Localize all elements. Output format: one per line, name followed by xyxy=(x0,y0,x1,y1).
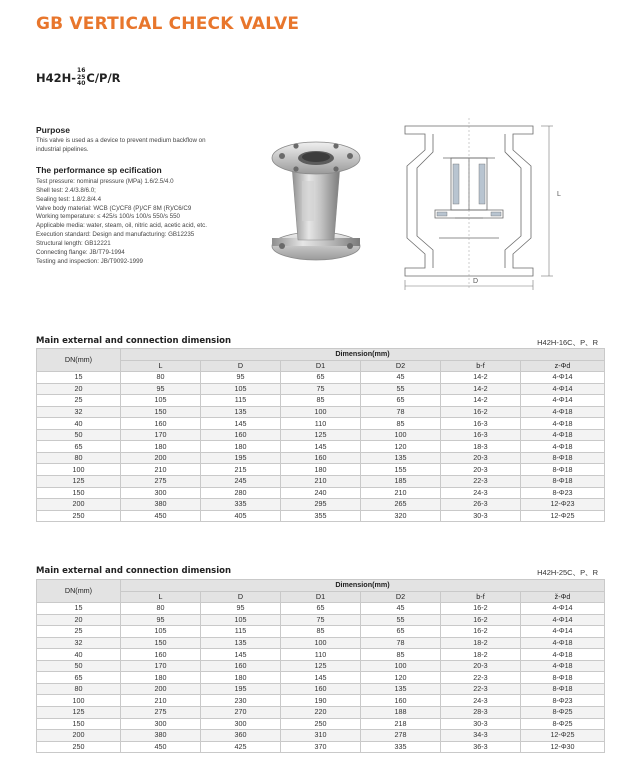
table-cell: 20-3 xyxy=(441,660,521,672)
table-cell: 120 xyxy=(361,672,441,684)
table-cell: 85 xyxy=(361,649,441,661)
table-cell: 30-3 xyxy=(441,510,521,522)
table1-model: H42H-16C、P、R xyxy=(537,338,598,347)
dimension-l-label: L xyxy=(557,191,561,198)
valve-section-drawing xyxy=(393,118,573,293)
table1-col-d1: D1 xyxy=(281,360,361,372)
table-row xyxy=(37,441,605,453)
table-cell: 12-Φ25 xyxy=(521,510,605,522)
table2-col-bf: b-f xyxy=(441,591,521,603)
performance-item: Sealing test: 1.8/2.8/4.4 xyxy=(36,195,102,203)
table-cell: 170 xyxy=(121,660,201,672)
table-cell: 355 xyxy=(281,510,361,522)
table-cell: 65 xyxy=(37,672,121,684)
table-cell: 300 xyxy=(121,718,201,730)
table-cell: 65 xyxy=(37,441,121,453)
table-cell: 8-Φ23 xyxy=(521,695,605,707)
table-row xyxy=(37,672,605,684)
table-cell: 12-Φ30 xyxy=(521,741,605,753)
table-cell: 180 xyxy=(281,464,361,476)
table1-col-bf: b-f xyxy=(441,360,521,372)
table-cell: 450 xyxy=(121,510,201,522)
table-cell: 15 xyxy=(37,603,121,615)
table-cell: 4-Φ14 xyxy=(521,603,605,615)
table1-title: Main external and connection dimension xyxy=(36,336,232,346)
table2-title: Main external and connection dimension xyxy=(36,566,232,576)
table-cell: 20-3 xyxy=(441,464,521,476)
table-cell: 250 xyxy=(281,718,361,730)
table-cell: 16-2 xyxy=(441,614,521,626)
table-cell: 155 xyxy=(361,464,441,476)
table-cell: 4-Φ14 xyxy=(521,626,605,638)
table-cell: 300 xyxy=(121,487,201,499)
table-cell: 18-2 xyxy=(441,637,521,649)
performance-item: Shell test: 2.4/3.8/6.0; xyxy=(36,186,96,194)
table-cell: 75 xyxy=(281,383,361,395)
table-cell: 120 xyxy=(361,441,441,453)
table-cell: 8-Φ25 xyxy=(521,707,605,719)
table-cell: 80 xyxy=(37,452,121,464)
model-designation xyxy=(36,64,121,92)
table-cell: 145 xyxy=(281,672,361,684)
table-cell: 210 xyxy=(121,695,201,707)
table-cell: 125 xyxy=(281,660,361,672)
table-cell: 125 xyxy=(37,707,121,719)
table2-col-d1: D1 xyxy=(281,591,361,603)
table-row xyxy=(37,603,605,615)
table-cell: 105 xyxy=(121,395,201,407)
performance-item: Valve body material: WCB (C)/CF8 (P)/CF 8M (R)/C6/C9 xyxy=(36,204,192,212)
table-cell: 20 xyxy=(37,383,121,395)
table-cell: 78 xyxy=(361,637,441,649)
table-row xyxy=(37,730,605,742)
table-cell: 80 xyxy=(121,372,201,384)
table-cell: 100 xyxy=(281,406,361,418)
table-row xyxy=(37,510,605,522)
table-row xyxy=(37,626,605,638)
performance-item: Structural length: GB12221 xyxy=(36,239,111,247)
table-cell: 135 xyxy=(201,406,281,418)
table-cell: 210 xyxy=(281,476,361,488)
table1-group-header: Dimension(mm) xyxy=(121,349,605,361)
pressure-stack xyxy=(77,68,85,88)
table-cell: 200 xyxy=(121,452,201,464)
table-cell: 310 xyxy=(281,730,361,742)
table2-col-d2: D2 xyxy=(361,591,441,603)
table-cell: 50 xyxy=(37,429,121,441)
table-row xyxy=(37,718,605,730)
table-cell: 275 xyxy=(121,707,201,719)
table-cell: 150 xyxy=(121,637,201,649)
table-cell: 265 xyxy=(361,499,441,511)
table-cell: 16-3 xyxy=(441,418,521,430)
table-cell: 45 xyxy=(361,603,441,615)
table2-dimensions xyxy=(36,579,605,753)
table-cell: 65 xyxy=(361,395,441,407)
table-cell: 14-2 xyxy=(441,395,521,407)
performance-item: Working temperature: ≤ 425/s 100/s 100/s 550/s 550 xyxy=(36,213,180,221)
table2-model: H42H-25C、P、R xyxy=(537,568,598,577)
table-cell: 22-3 xyxy=(441,476,521,488)
table-cell: 55 xyxy=(361,614,441,626)
table-cell: 85 xyxy=(281,626,361,638)
table-row xyxy=(37,614,605,626)
table-cell: 245 xyxy=(201,476,281,488)
table-row xyxy=(37,418,605,430)
table-row xyxy=(37,637,605,649)
table-cell: 12-Φ25 xyxy=(521,730,605,742)
table-cell: 200 xyxy=(121,683,201,695)
table-cell: 16-2 xyxy=(441,603,521,615)
table-cell: 110 xyxy=(281,418,361,430)
table-cell: 250 xyxy=(37,510,121,522)
table-cell: 220 xyxy=(281,707,361,719)
table2-col-l: L xyxy=(121,591,201,603)
purpose-heading: Purpose xyxy=(36,125,71,135)
table-cell: 25 xyxy=(37,626,121,638)
table-cell: 32 xyxy=(37,637,121,649)
model-prefix: H42H- xyxy=(36,71,77,85)
table-cell: 180 xyxy=(121,441,201,453)
table-cell: 65 xyxy=(281,372,361,384)
table-cell: 180 xyxy=(121,672,201,684)
table-row xyxy=(37,649,605,661)
table-cell: 4-Φ14 xyxy=(521,372,605,384)
dimension-d-label: D xyxy=(473,278,479,285)
table-cell: 8-Φ18 xyxy=(521,672,605,684)
table-cell: 115 xyxy=(201,626,281,638)
table-cell: 8-Φ25 xyxy=(521,718,605,730)
table-cell: 4-Φ14 xyxy=(521,383,605,395)
table1-body xyxy=(37,372,605,522)
performance-item: Testing and inspection: JB/T9092-1999 xyxy=(36,257,143,265)
table-cell: 380 xyxy=(121,730,201,742)
table-cell: 50 xyxy=(37,660,121,672)
table-cell: 230 xyxy=(201,695,281,707)
table-cell: 14-2 xyxy=(441,383,521,395)
table-cell: 100 xyxy=(361,660,441,672)
table-cell: 320 xyxy=(361,510,441,522)
table-cell: 150 xyxy=(37,718,121,730)
table-cell: 110 xyxy=(281,649,361,661)
table2-col-zd: ž-Φd xyxy=(521,591,605,603)
table-cell: 450 xyxy=(121,741,201,753)
table-cell: 100 xyxy=(37,464,121,476)
table-cell: 80 xyxy=(37,683,121,695)
performance-item: Test pressure: nominal pressure (MPa) 1.6/2.5/4.0 xyxy=(36,178,174,185)
table-cell: 16-2 xyxy=(441,626,521,638)
table-cell: 30-3 xyxy=(441,718,521,730)
table-cell: 4-Φ18 xyxy=(521,406,605,418)
table-row xyxy=(37,741,605,753)
table-cell: 8-Φ18 xyxy=(521,452,605,464)
table-cell: 215 xyxy=(201,464,281,476)
table-cell: 85 xyxy=(361,418,441,430)
table-cell: 26-3 xyxy=(441,499,521,511)
pressure-40: 40 xyxy=(77,80,86,88)
table2-col-d: D xyxy=(201,591,281,603)
table-cell: 36-3 xyxy=(441,741,521,753)
table-row xyxy=(37,476,605,488)
table-cell: 160 xyxy=(361,695,441,707)
table-cell: 65 xyxy=(361,626,441,638)
performance-item: Applicable media: water, steam, oil, nitric acid, acetic acid, etc. xyxy=(36,222,207,230)
table1-dn-header: DN(mm) xyxy=(37,349,121,372)
table-cell: 180 xyxy=(201,441,281,453)
table-cell: 14-2 xyxy=(441,372,521,384)
table-cell: 360 xyxy=(201,730,281,742)
table-cell: 4-Φ18 xyxy=(521,429,605,441)
table-cell: 145 xyxy=(281,441,361,453)
table-cell: 160 xyxy=(121,649,201,661)
table-cell: 105 xyxy=(201,383,281,395)
table-row xyxy=(37,372,605,384)
table-cell: 115 xyxy=(201,395,281,407)
pressure-16: 16 xyxy=(77,67,86,75)
table-cell: 300 xyxy=(201,718,281,730)
table-cell: 188 xyxy=(361,707,441,719)
table-cell: 95 xyxy=(201,372,281,384)
table-cell: 145 xyxy=(201,649,281,661)
table-cell: 15 xyxy=(37,372,121,384)
performance-list xyxy=(36,178,271,266)
table-cell: 4-Φ18 xyxy=(521,660,605,672)
table-cell: 195 xyxy=(201,683,281,695)
table-cell: 4-Φ18 xyxy=(521,418,605,430)
performance-item: Connecting flange: JB/T79-1994 xyxy=(36,248,125,256)
table1-col-d2: D2 xyxy=(361,360,441,372)
table-cell: 405 xyxy=(201,510,281,522)
table-cell: 40 xyxy=(37,418,121,430)
performance-heading: The performance sp ecification xyxy=(36,165,162,175)
table-cell: 4-Φ18 xyxy=(521,441,605,453)
table-cell: 335 xyxy=(361,741,441,753)
table-cell: 4-Φ18 xyxy=(521,649,605,661)
table-cell: 24-3 xyxy=(441,695,521,707)
table-cell: 100 xyxy=(37,695,121,707)
table-cell: 275 xyxy=(121,476,201,488)
table-cell: 105 xyxy=(121,626,201,638)
table-cell: 12-Φ23 xyxy=(521,499,605,511)
table-cell: 125 xyxy=(37,476,121,488)
table-cell: 135 xyxy=(201,637,281,649)
table-cell: 20 xyxy=(37,614,121,626)
table-row xyxy=(37,406,605,418)
page-title: GB VERTICAL CHECK VALVE xyxy=(36,14,300,34)
table-cell: 8-Φ23 xyxy=(521,487,605,499)
purpose-text: This valve is used as a device to prevent medium backflow on industrial pipelines. xyxy=(36,137,206,153)
table-cell: 75 xyxy=(281,614,361,626)
table-cell: 40 xyxy=(37,649,121,661)
table-cell: 180 xyxy=(201,672,281,684)
table-cell: 95 xyxy=(121,614,201,626)
table-cell: 85 xyxy=(281,395,361,407)
table-row xyxy=(37,487,605,499)
table-cell: 380 xyxy=(121,499,201,511)
table-cell: 160 xyxy=(281,452,361,464)
table-cell: 25 xyxy=(37,395,121,407)
table-cell: 160 xyxy=(201,660,281,672)
table-cell: 4-Φ18 xyxy=(521,637,605,649)
table2-dn-header: DN(mm) xyxy=(37,580,121,603)
table-cell: 95 xyxy=(121,383,201,395)
table-row xyxy=(37,499,605,511)
table-cell: 18-2 xyxy=(441,649,521,661)
table-cell: 210 xyxy=(361,487,441,499)
table-cell: 78 xyxy=(361,406,441,418)
table-cell: 425 xyxy=(201,741,281,753)
table-cell: 24-3 xyxy=(441,487,521,499)
table-row xyxy=(37,683,605,695)
table-cell: 295 xyxy=(281,499,361,511)
table-row xyxy=(37,464,605,476)
table-cell: 280 xyxy=(201,487,281,499)
table-cell: 185 xyxy=(361,476,441,488)
table-row xyxy=(37,660,605,672)
table-cell: 190 xyxy=(281,695,361,707)
table2-group-header: Dimension(mm) xyxy=(121,580,605,592)
table-cell: 8-Φ18 xyxy=(521,683,605,695)
table-cell: 278 xyxy=(361,730,441,742)
table-cell: 100 xyxy=(281,637,361,649)
table-cell: 150 xyxy=(37,487,121,499)
table-row xyxy=(37,452,605,464)
table-cell: 250 xyxy=(37,741,121,753)
table-cell: 55 xyxy=(361,383,441,395)
table-cell: 370 xyxy=(281,741,361,753)
table-cell: 34-3 xyxy=(441,730,521,742)
table-row xyxy=(37,695,605,707)
valve-product-photo xyxy=(262,136,370,268)
table-cell: 18-3 xyxy=(441,441,521,453)
table-cell: 45 xyxy=(361,372,441,384)
table-cell: 22-3 xyxy=(441,683,521,695)
table-cell: 125 xyxy=(281,429,361,441)
table-cell: 160 xyxy=(201,429,281,441)
table-cell: 28-3 xyxy=(441,707,521,719)
table-cell: 95 xyxy=(201,603,281,615)
table-row xyxy=(37,395,605,407)
table-cell: 135 xyxy=(361,452,441,464)
table-cell: 65 xyxy=(281,603,361,615)
table-cell: 4-Φ14 xyxy=(521,614,605,626)
table-cell: 100 xyxy=(361,429,441,441)
table-cell: 4-Φ14 xyxy=(521,395,605,407)
table-cell: 195 xyxy=(201,452,281,464)
table-cell: 170 xyxy=(121,429,201,441)
table1-col-l: L xyxy=(121,360,201,372)
table-cell: 8-Φ18 xyxy=(521,476,605,488)
table1-col-d: D xyxy=(201,360,281,372)
table-cell: 270 xyxy=(201,707,281,719)
table-cell: 32 xyxy=(37,406,121,418)
table-cell: 16-3 xyxy=(441,429,521,441)
table2-body xyxy=(37,603,605,753)
model-suffix: C/P/R xyxy=(86,71,121,85)
table-cell: 160 xyxy=(121,418,201,430)
table-cell: 105 xyxy=(201,614,281,626)
table-cell: 160 xyxy=(281,683,361,695)
table-cell: 218 xyxy=(361,718,441,730)
table-cell: 240 xyxy=(281,487,361,499)
table-cell: 200 xyxy=(37,499,121,511)
table-cell: 135 xyxy=(361,683,441,695)
table1-dimensions xyxy=(36,348,605,522)
table-cell: 150 xyxy=(121,406,201,418)
table-cell: 22-3 xyxy=(441,672,521,684)
table-row xyxy=(37,429,605,441)
table1-col-zd: z-Φd xyxy=(521,360,605,372)
table-cell: 16-2 xyxy=(441,406,521,418)
table-cell: 200 xyxy=(37,730,121,742)
table-cell: 80 xyxy=(121,603,201,615)
table-cell: 210 xyxy=(121,464,201,476)
table-cell: 145 xyxy=(201,418,281,430)
table-row xyxy=(37,383,605,395)
table-cell: 8-Φ18 xyxy=(521,464,605,476)
table-row xyxy=(37,707,605,719)
pressure-25: 25 xyxy=(77,73,86,81)
performance-item: Execution standard: Design and manufacturing: GB12235 xyxy=(36,231,195,239)
table-cell: 20-3 xyxy=(441,452,521,464)
table-cell: 335 xyxy=(201,499,281,511)
